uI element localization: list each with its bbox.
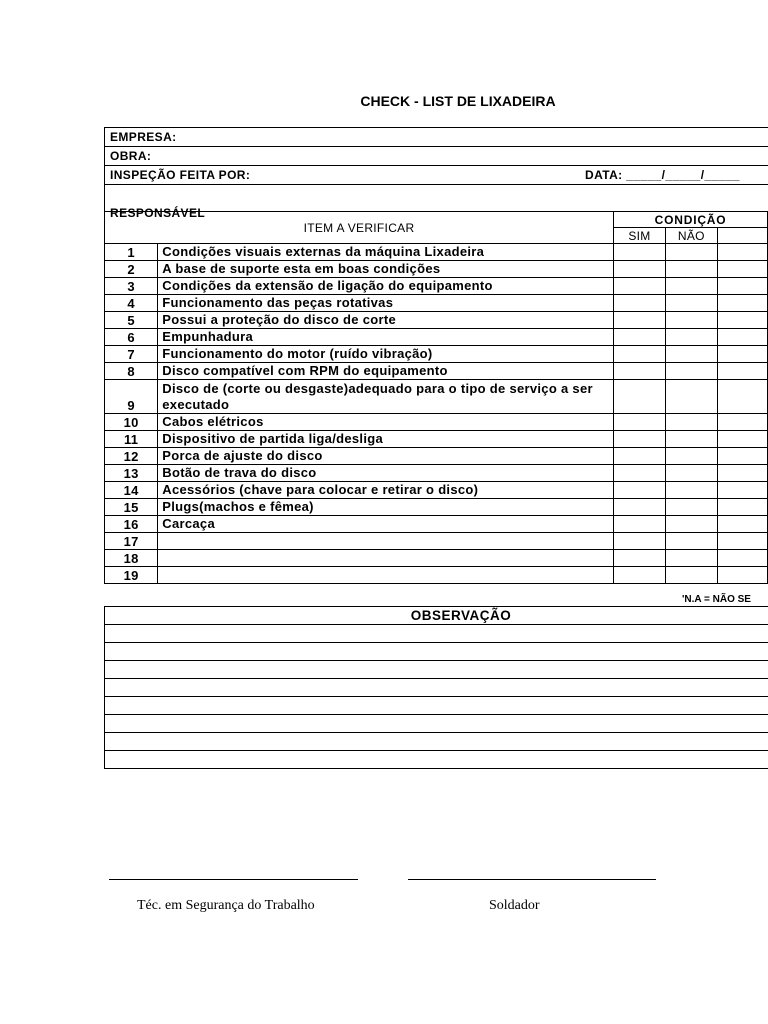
na-note: 'N.A = NÃO SE xyxy=(682,594,751,605)
check-cell-na[interactable] xyxy=(717,533,767,550)
item-text xyxy=(158,567,614,584)
item-text xyxy=(158,550,614,567)
item-text: Empunhadura xyxy=(158,329,614,346)
item-text: A base de suporte esta em boas condições xyxy=(158,261,614,278)
item-number: 18 xyxy=(105,550,158,567)
table-row xyxy=(105,550,768,567)
check-cell-sim[interactable] xyxy=(614,244,666,261)
check-cell-na[interactable] xyxy=(717,431,767,448)
item-text: Porca de ajuste do disco xyxy=(158,448,614,465)
condition-header: CONDIÇÃO xyxy=(614,212,768,228)
table-row xyxy=(105,312,768,329)
check-cell-sim[interactable] xyxy=(614,567,666,584)
table-row xyxy=(105,363,768,380)
table-row xyxy=(105,465,768,482)
check-cell-na[interactable] xyxy=(717,414,767,431)
item-number: 15 xyxy=(105,499,158,516)
item-number: 9 xyxy=(105,380,158,414)
check-cell-nao[interactable] xyxy=(665,363,717,380)
inspecao-label: INSPEÇÃO FEITA POR: xyxy=(110,168,251,182)
item-text: Carcaça xyxy=(158,516,614,533)
table-row xyxy=(105,346,768,363)
item-number: 19 xyxy=(105,567,158,584)
check-cell-nao[interactable] xyxy=(665,380,717,414)
item-number: 1 xyxy=(105,244,158,261)
table-row xyxy=(105,567,768,584)
check-cell-nao[interactable] xyxy=(665,499,717,516)
signature-line-left[interactable] xyxy=(109,879,358,880)
check-cell-na[interactable] xyxy=(717,278,767,295)
check-cell-sim[interactable] xyxy=(614,499,666,516)
check-cell-na[interactable] xyxy=(717,346,767,363)
signature-label-left: Téc. em Segurança do Trabalho xyxy=(137,898,315,913)
inspecao-row[interactable] xyxy=(105,165,768,184)
obra-label: OBRA: xyxy=(110,149,152,163)
document-title: CHECK - LIST DE LIXADEIRA xyxy=(360,93,556,109)
check-cell-nao[interactable] xyxy=(665,550,717,567)
item-text: Disco de (corte ou desgaste)adequado para o tipo de serviço a ser executado xyxy=(158,380,614,414)
sim-header: SIM xyxy=(614,228,666,244)
check-cell-na[interactable] xyxy=(717,482,767,499)
item-text: Possui a proteção do disco de corte xyxy=(158,312,614,329)
check-cell-sim[interactable] xyxy=(614,380,666,414)
item-text xyxy=(158,533,614,550)
empresa-row[interactable] xyxy=(105,127,768,146)
check-cell-sim[interactable] xyxy=(614,533,666,550)
item-number: 13 xyxy=(105,465,158,482)
observation-line[interactable] xyxy=(105,660,768,678)
check-cell-nao[interactable] xyxy=(665,482,717,499)
check-cell-sim[interactable] xyxy=(614,550,666,567)
item-text: Botão de trava do disco xyxy=(158,465,614,482)
item-text: Cabos elétricos xyxy=(158,414,614,431)
header-block xyxy=(104,127,768,221)
item-number: 5 xyxy=(105,312,158,329)
table-row xyxy=(105,380,768,414)
item-number: 16 xyxy=(105,516,158,533)
check-cell-nao[interactable] xyxy=(665,278,717,295)
check-cell-sim[interactable] xyxy=(614,448,666,465)
check-cell-nao[interactable] xyxy=(665,567,717,584)
check-cell-na[interactable] xyxy=(717,363,767,380)
item-text: Acessórios (chave para colocar e retirar o disco) xyxy=(158,482,614,499)
item-header: ITEM A VERIFICAR xyxy=(105,212,614,244)
na-header xyxy=(717,228,767,244)
check-cell-nao[interactable] xyxy=(665,516,717,533)
item-number: 8 xyxy=(105,363,158,380)
table-row xyxy=(105,482,768,499)
data-label: DATA: _____/_____/_____ xyxy=(585,168,740,182)
item-number: 10 xyxy=(105,414,158,431)
check-cell-na[interactable] xyxy=(717,380,767,414)
check-cell-nao[interactable] xyxy=(665,448,717,465)
observation-line[interactable] xyxy=(105,732,768,750)
check-cell-nao[interactable] xyxy=(665,312,717,329)
item-text: Disco compatível com RPM do equipamento xyxy=(158,363,614,380)
signature-label-right: Soldador xyxy=(489,898,540,913)
item-number: 2 xyxy=(105,261,158,278)
item-text: Plugs(machos e fêmea) xyxy=(158,499,614,516)
check-cell-nao[interactable] xyxy=(665,533,717,550)
check-cell-na[interactable] xyxy=(717,499,767,516)
responsavel-label: RESPONSÁVEL xyxy=(110,206,206,220)
item-text: Condições visuais externas da máquina Lixadeira xyxy=(158,244,614,261)
check-cell-nao[interactable] xyxy=(665,431,717,448)
check-cell-nao[interactable] xyxy=(665,329,717,346)
check-cell-sim[interactable] xyxy=(614,295,666,312)
check-cell-sim[interactable] xyxy=(614,363,666,380)
check-cell-nao[interactable] xyxy=(665,295,717,312)
check-cell-na[interactable] xyxy=(717,448,767,465)
check-cell-sim[interactable] xyxy=(614,431,666,448)
observation-line[interactable] xyxy=(105,624,768,642)
check-cell-nao[interactable] xyxy=(665,465,717,482)
table-row xyxy=(105,278,768,295)
item-number: 6 xyxy=(105,329,158,346)
check-cell-sim[interactable] xyxy=(614,516,666,533)
check-cell-na[interactable] xyxy=(717,261,767,278)
table-row xyxy=(105,244,768,261)
table-row xyxy=(105,499,768,516)
nao-header: NÃO xyxy=(665,228,717,244)
check-cell-sim[interactable] xyxy=(614,261,666,278)
observation-line[interactable] xyxy=(105,642,768,660)
check-cell-na[interactable] xyxy=(717,516,767,533)
checklist-table xyxy=(104,211,768,584)
check-cell-sim[interactable] xyxy=(614,329,666,346)
item-number: 11 xyxy=(105,431,158,448)
table-row xyxy=(105,295,768,312)
signature-line-right[interactable] xyxy=(408,879,656,880)
item-number: 4 xyxy=(105,295,158,312)
observation-line[interactable] xyxy=(105,714,768,732)
check-cell-na[interactable] xyxy=(717,550,767,567)
check-cell-sim[interactable] xyxy=(614,482,666,499)
table-row xyxy=(105,414,768,431)
table-row xyxy=(105,533,768,550)
empresa-label: EMPRESA: xyxy=(110,130,177,144)
item-number: 3 xyxy=(105,278,158,295)
observation-line[interactable] xyxy=(105,696,768,714)
check-cell-na[interactable] xyxy=(717,244,767,261)
check-cell-na[interactable] xyxy=(717,329,767,346)
item-text: Funcionamento do motor (ruído vibração) xyxy=(158,346,614,363)
check-cell-sim[interactable] xyxy=(614,312,666,329)
observation-box xyxy=(104,606,768,769)
check-cell-nao[interactable] xyxy=(665,346,717,363)
table-row xyxy=(105,516,768,533)
observation-title: OBSERVAÇÃO xyxy=(410,608,512,623)
item-text: Condições da extensão de ligação do equipamento xyxy=(158,278,614,295)
table-row xyxy=(105,329,768,346)
item-number: 7 xyxy=(105,346,158,363)
table-row xyxy=(105,431,768,448)
check-cell-sim[interactable] xyxy=(614,414,666,431)
check-cell-nao[interactable] xyxy=(665,244,717,261)
check-cell-na[interactable] xyxy=(717,465,767,482)
observation-line[interactable] xyxy=(105,750,768,769)
check-cell-sim[interactable] xyxy=(614,278,666,295)
check-cell-nao[interactable] xyxy=(665,414,717,431)
check-cell-na[interactable] xyxy=(717,312,767,329)
item-text: Dispositivo de partida liga/desliga xyxy=(158,431,614,448)
check-cell-sim[interactable] xyxy=(614,465,666,482)
item-text: Funcionamento das peças rotativas xyxy=(158,295,614,312)
table-row xyxy=(105,448,768,465)
check-cell-na[interactable] xyxy=(717,295,767,312)
item-number: 14 xyxy=(105,482,158,499)
check-cell-na[interactable] xyxy=(717,567,767,584)
observation-line[interactable] xyxy=(105,678,768,696)
item-number: 12 xyxy=(105,448,158,465)
item-number: 17 xyxy=(105,533,158,550)
check-cell-nao[interactable] xyxy=(665,261,717,278)
obra-row[interactable] xyxy=(105,146,768,165)
check-cell-sim[interactable] xyxy=(614,346,666,363)
table-row xyxy=(105,261,768,278)
